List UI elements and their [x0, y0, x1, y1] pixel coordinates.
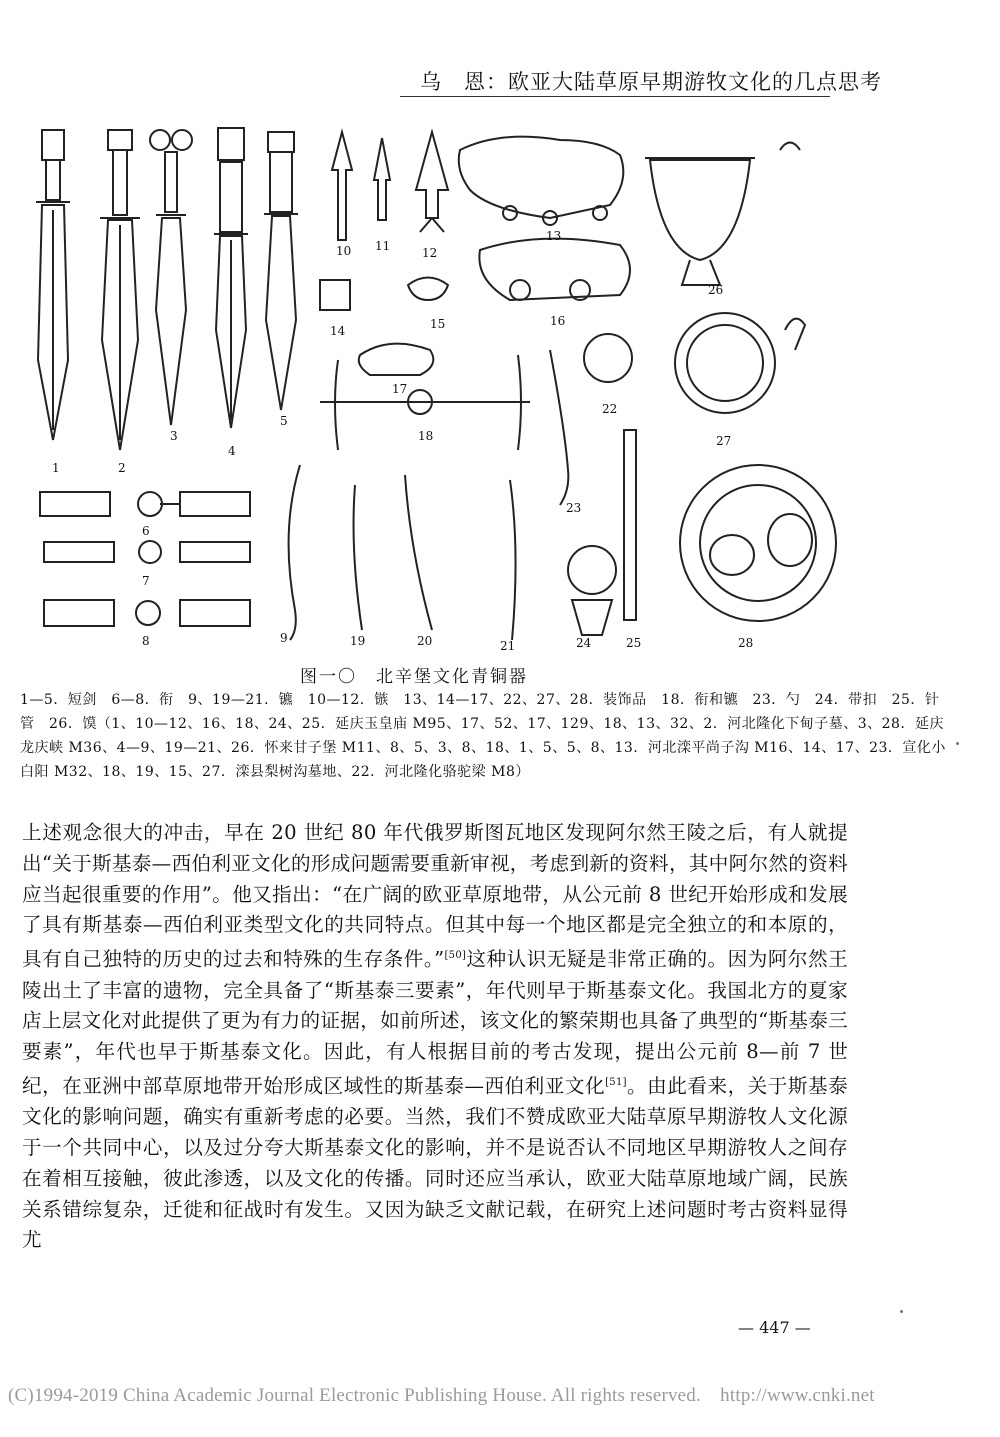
svg-text:7: 7: [142, 574, 150, 588]
footnote-ref-50[interactable]: [50]: [444, 950, 467, 962]
svg-text:19: 19: [350, 634, 366, 648]
footer-copyright: (C)1994-2019 China Academic Journal Electronic Publishing House. All rights reserved. http://www.cnki.net: [8, 1385, 875, 1406]
cheekpiece-21: [510, 480, 516, 640]
svg-text:21: 21: [500, 639, 516, 653]
dagger-5: [264, 132, 298, 410]
dagger-2: [100, 130, 140, 450]
svg-text:22: 22: [602, 402, 618, 416]
spoon-23: [550, 350, 568, 505]
running-header: 乌 恩：欧亚大陆草原早期游牧文化的几点思考: [420, 70, 882, 94]
svg-text:26: 26: [708, 283, 724, 297]
plaque-16: [479, 239, 630, 300]
cheekpiece-19: [354, 485, 362, 630]
svg-text:16: 16: [550, 314, 566, 328]
svg-text:20: 20: [417, 634, 433, 648]
dagger-4: [214, 128, 248, 428]
bit-6: [40, 492, 250, 516]
buckle-24: [568, 546, 616, 594]
svg-text:14: 14: [330, 324, 346, 338]
svg-text:6: 6: [142, 524, 150, 538]
svg-text:24: 24: [576, 636, 592, 650]
svg-text:18: 18: [418, 429, 434, 443]
ornament-27: [675, 313, 775, 413]
svg-text:2: 2: [118, 461, 126, 475]
scan-speck: [900, 1310, 903, 1313]
svg-text:10: 10: [336, 244, 352, 258]
plaque-15: [408, 278, 448, 301]
svg-text:11: 11: [375, 239, 391, 253]
body-text-part-1: 上述观念很大的冲击，早在 20 世纪 80 年代俄罗斯图瓦地区发现阿尔然王陵之后，有人就提出“关于斯基泰—西伯利亚文化的形成问题需要重新审视，考虑到新的资料，其中阿尔然的资料应当起很重要的作用”。他又指出：“在广阔的欧亚草原地带，从公元前 8 世纪开始形成和发展了具有斯基泰—西伯利亚类型文化的共同特点。但其中每一个地区都是完全独立的和本原的，具有自己独特的历史的过去和特殊的生存条件。”: [22, 821, 848, 971]
figure-caption-notes: 1—5．短剑 6—8．衔 9、19—21．镳 10—12．镞 13、14—17、22、27、28．装饰品 18．衔和镳 23．勺 24．带扣 25．针管 26．馍（1、10—12、16、18、24、25．延庆玉皇庙 M95、17、52、17、129、18、13、32、2．河北隆化下甸子墓、3、28．延庆龙庆峡 M36、4—9、19—21、26．怀来甘子堡 M11、8、5、3、8、18、1、5、5、8、13．河北滦平尚子沟 M16、14、17、23．宣化小白阳 M32、18、19、15、27．滦县梨树沟墓地、22．河北隆化骆驼梁 M8）: [20, 692, 946, 780]
bit-8: [44, 600, 250, 626]
dagger-3: [150, 130, 192, 425]
plaque-14: [320, 280, 350, 310]
svg-text:28: 28: [738, 636, 754, 650]
svg-text:13: 13: [546, 229, 562, 243]
cheekpiece-9: [289, 465, 300, 640]
svg-text:9: 9: [280, 631, 288, 645]
svg-text:12: 12: [422, 246, 438, 260]
svg-text:1: 1: [52, 461, 60, 475]
body-paragraph: [22, 818, 848, 1256]
svg-text:15: 15: [430, 317, 446, 331]
bit-7: [44, 541, 250, 563]
header-rule: [400, 96, 830, 97]
svg-text:23: 23: [566, 501, 582, 515]
arrowhead-12: [416, 132, 448, 232]
arrowhead-10: [332, 132, 352, 240]
ornament-27-hook: [785, 319, 805, 350]
dagger-1: [36, 130, 70, 440]
svg-text:17: 17: [392, 382, 408, 396]
ornament-22: [584, 334, 632, 382]
svg-text:25: 25: [626, 636, 642, 650]
cheekpiece-20: [405, 475, 432, 630]
bronze-artifacts-figure: [20, 110, 970, 658]
svg-text:5: 5: [280, 414, 288, 428]
needle-tube-25: [624, 430, 636, 620]
figure-caption-title: 图一〇 北辛堡文化青铜器: [300, 667, 528, 687]
scan-speck: [956, 742, 959, 745]
body-text-part-3: 。由此看来，关于斯基泰文化的影响问题，确实有重新考虑的必要。当然，我们不赞成欧亚大陆草原早期游牧人文化源于一个共同中心，以及过分夸大斯基泰文化的影响，并不是说否认不同地区早期游牧人之间存在着相互接触，彼此渗透，以及文化的传播。同时还应当承认，欧亚大陆草原地域广阔，民族关系错综复杂，迁徙和征战时有发生。又因为缺乏文献记载，在研究上述问题时考古资料显得尤: [22, 1074, 848, 1252]
plaque-17: [359, 344, 434, 375]
cauldron-26: [650, 160, 750, 260]
svg-text:3: 3: [170, 429, 178, 443]
footnote-ref-51[interactable]: [51]: [605, 1076, 627, 1088]
svg-text:4: 4: [228, 444, 236, 458]
figure-drawing: [20, 110, 970, 658]
page-number: — 447 —: [738, 1318, 811, 1337]
svg-text:8: 8: [142, 634, 150, 648]
body-text-part-2: 这种认识无疑是非常正确的。因为阿尔然王陵出土了丰富的遗物，完全具备了“斯基泰三要素”，年代则早于斯基泰文化。我国北方的夏家店上层文化对此提供了更为有力的证据，如前所述，该文化的繁荣期也具备了典型的“斯基泰三要素”，年代也早于斯基泰文化。因此，有人根据目前的考古发现，提出公元前 8—前 7 世纪，在亚洲中部草原地带开始形成区域性的斯基泰—西伯利亚文化: [22, 947, 848, 1098]
arrowhead-11: [374, 138, 390, 220]
svg-text:27: 27: [716, 434, 732, 448]
